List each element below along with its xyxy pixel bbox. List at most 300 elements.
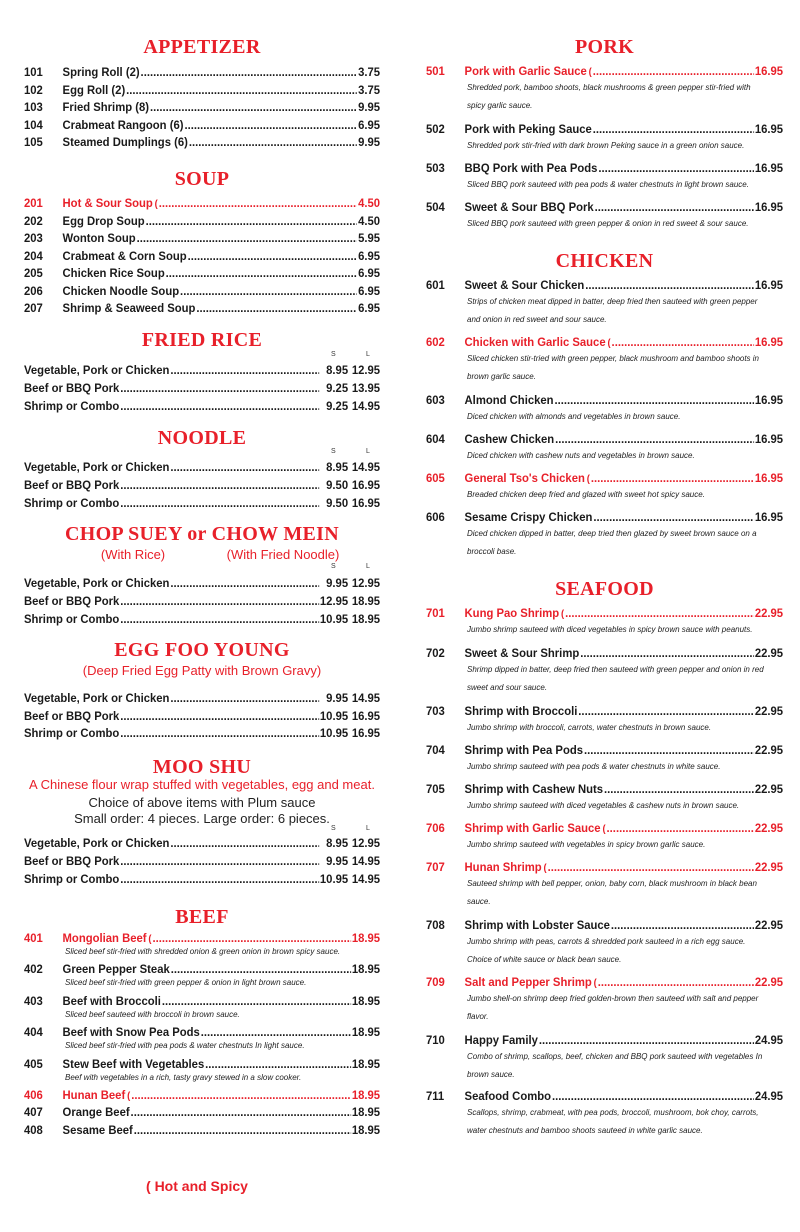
item-description: Diced chicken with almonds and vegetables in brown sauce. (467, 412, 681, 421)
item-number: 404 (24, 1025, 43, 1039)
small-price: 8.95 (326, 836, 349, 850)
menu-item[interactable] (24, 993, 380, 1010)
item-name: Beef or BBQ Pork (24, 478, 120, 492)
item-price: 5.95 (358, 231, 381, 245)
item-name: Egg Roll (2) (62, 82, 126, 97)
size-header (24, 351, 380, 361)
leader-dots (171, 961, 351, 978)
item-description: Beef with vegetables in a rich, tasty gravy stewed in a slow cooker. (65, 1073, 302, 1082)
item-price: 9.95 (358, 135, 381, 149)
item-price: 18.95 (351, 1025, 381, 1039)
item-price: 16.95 (754, 161, 784, 175)
item-number: 406 (24, 1088, 43, 1102)
large-price: 14.95 (351, 854, 381, 868)
menu-item[interactable] (24, 380, 380, 397)
moo-shu-order-note: Small order: 4 pieces. Large order: 6 pieces. (74, 811, 330, 826)
leader-dots (170, 575, 319, 592)
large-price: 14.95 (351, 872, 381, 886)
item-price: 16.95 (754, 64, 784, 78)
large-price: 13.95 (351, 381, 381, 395)
menu-item[interactable] (426, 917, 783, 934)
moo-shu-choice-note: Choice of above items with Plum sauce (88, 795, 316, 810)
pepper-icon: ( (543, 863, 547, 874)
item-name: Salt and Pepper Shrimp (464, 975, 592, 989)
large-price: 18.95 (351, 594, 381, 608)
leader-dots (607, 820, 754, 837)
item-name: Beef with Snow Pea Pods (62, 1025, 200, 1039)
item-number: 707 (426, 860, 445, 874)
item-price: 18.95 (351, 1057, 381, 1071)
menu-item[interactable] (24, 362, 380, 379)
item-price: 18.95 (351, 1123, 381, 1137)
item-number: 710 (426, 1033, 445, 1047)
leader-dots (554, 392, 753, 409)
item-name: Beef with Broccoli (62, 994, 161, 1008)
menu-item[interactable] (24, 1024, 380, 1041)
leader-dots (205, 1056, 351, 1073)
item-name: Mongolian Beef (62, 931, 147, 945)
large-price: 14.95 (351, 399, 381, 413)
menu-item[interactable] (24, 230, 380, 247)
menu-item[interactable] (426, 392, 783, 409)
item-price: 16.95 (754, 335, 784, 349)
menu-item[interactable] (24, 477, 380, 494)
item-description: Sliced BBQ pork sauteed with green pepper & onion in red sweet & sour sauce. (467, 219, 749, 228)
leader-dots (188, 248, 358, 265)
leader-dots (141, 64, 358, 81)
small-price: 9.50 (326, 496, 349, 510)
pepper-icon: ( (154, 199, 158, 210)
item-number: 504 (426, 200, 445, 214)
leader-dots (189, 134, 357, 151)
chicken-title: CHICKEN (555, 250, 654, 272)
item-name: Chicken Rice Soup (62, 266, 165, 280)
menu-item[interactable] (24, 611, 380, 628)
item-price: 9.95 (358, 100, 381, 114)
leader-dots (120, 593, 319, 610)
item-price: 22.95 (754, 646, 784, 660)
item-price: 16.95 (754, 393, 784, 407)
hot-and-spicy-legend: ( Hot and Spicy (146, 1178, 248, 1194)
item-price: 18.95 (351, 931, 381, 945)
item-name: Shrimp with Pea Pods (464, 743, 584, 757)
item-description: Strips of chicken meat dipped in batter, deep fried then sauteed with green pepper and onion in red sweet and sour sauce. (467, 297, 758, 324)
item-description: Jumbo shrimp sauteed with vegetables in spicy brown garlic sauce. (467, 840, 706, 849)
item-name: Sweet & Sour Shrimp (464, 646, 580, 660)
menu-item[interactable] (426, 645, 783, 662)
menu-item[interactable] (24, 853, 380, 870)
menu-item[interactable] (24, 99, 380, 116)
item-name: Hunan Shrimp (464, 860, 542, 874)
item-price: 22.95 (754, 743, 784, 757)
item-name: Almond Chicken (464, 393, 554, 407)
menu-item[interactable] (24, 459, 380, 476)
item-price: 24.95 (754, 1089, 784, 1103)
item-price: 6.95 (358, 301, 381, 315)
item-number: 601 (426, 278, 445, 292)
large-price: 14.95 (351, 460, 381, 474)
item-number: 708 (426, 918, 445, 932)
item-number: 201 (24, 196, 43, 210)
small-label: S (331, 448, 336, 455)
leader-dots (120, 398, 319, 415)
egg-foo-young-note: (Deep Fried Egg Patty with Brown Gravy) (82, 663, 322, 678)
soup-title: SOUP (174, 168, 230, 190)
menu-item[interactable] (24, 1104, 380, 1121)
menu-item[interactable] (24, 725, 380, 742)
item-name: Sweet & Sour Chicken (464, 278, 585, 292)
leader-dots (170, 459, 319, 476)
item-name: Shrimp or Combo (24, 496, 120, 510)
menu-item[interactable] (426, 160, 783, 177)
large-label: L (366, 825, 370, 832)
item-description: Breaded chicken deep fried and glazed with sweet hot spicy sauce. (467, 490, 705, 499)
small-price: 8.95 (326, 460, 349, 474)
large-price: 14.95 (351, 691, 381, 705)
item-name: Beef or BBQ Pork (24, 594, 120, 608)
leader-dots (166, 265, 357, 282)
item-number: 104 (24, 117, 43, 132)
leader-dots (134, 1122, 351, 1139)
item-number: 105 (24, 135, 43, 149)
item-price: 22.95 (754, 606, 784, 620)
pepper-icon: ( (561, 609, 565, 620)
item-description: Jumbo shrimp with peas, carrots & shredded pork sauteed in a rich egg sauce. Choice of white sauce or black bean sauce. (467, 937, 746, 964)
leader-dots (159, 195, 357, 212)
item-name: Seafood Combo (464, 1089, 552, 1103)
menu-item[interactable] (426, 509, 783, 526)
item-number: 605 (426, 471, 445, 485)
pepper-icon: ( (593, 978, 597, 989)
leader-dots (548, 859, 754, 876)
item-number: 703 (426, 704, 445, 718)
item-name: Vegetable, Pork or Chicken (24, 460, 170, 474)
item-price: 18.95 (351, 962, 381, 976)
item-number: 701 (426, 606, 445, 620)
small-price: 9.95 (326, 576, 349, 590)
item-number: 202 (24, 213, 43, 228)
leader-dots (593, 509, 753, 526)
menu-item[interactable] (24, 835, 380, 852)
item-name: Green Pepper Steak (62, 962, 170, 976)
item-price: 6.95 (358, 248, 381, 263)
menu-item[interactable] (24, 708, 380, 725)
large-price: 16.95 (351, 708, 381, 723)
item-number: 709 (426, 975, 445, 989)
item-number: 207 (24, 301, 43, 315)
menu-item[interactable] (24, 871, 380, 888)
item-description: Sliced BBQ pork sauteed with pea pods & water chestnuts in light brown sauce. (467, 180, 749, 189)
item-name: Hunan Beef (62, 1088, 126, 1102)
item-description: Shrimp dipped in batter, deep fried then sauteed with green pepper and onion in red sweet and sour sauce. (467, 665, 764, 692)
item-number: 502 (426, 122, 445, 136)
item-number: 407 (24, 1105, 43, 1119)
leader-dots (120, 725, 319, 742)
item-number: 603 (426, 393, 445, 407)
menu-item[interactable] (426, 781, 783, 798)
pepper-icon: ( (586, 474, 590, 485)
item-description: Jumbo shell-on shrimp deep fried golden-brown then sauteed with salt and pepper flavor. (467, 994, 759, 1021)
small-price: 10.95 (319, 708, 349, 723)
leader-dots (170, 362, 319, 379)
item-description: Scallops, shrimp, crabmeat, with pea pods, broccoli, mushroom, bok choy, carrots, water chestnuts and bamboo shoots sauteed in white garlic sauce. (467, 1108, 759, 1135)
leader-dots (565, 605, 754, 622)
noodle-title: NOODLE (157, 427, 247, 449)
item-name: Kung Pao Shrimp (464, 606, 560, 620)
menu-item[interactable] (24, 1122, 380, 1139)
item-number: 402 (24, 962, 43, 976)
moo-shu-description: A Chinese flour wrap stuffed with vegetables, egg and meat. (29, 777, 375, 792)
item-price: 3.75 (358, 65, 381, 79)
leader-dots (591, 470, 754, 487)
item-name: Beef or BBQ Pork (24, 708, 120, 723)
egg-foo-young-title: EGG FOO YOUNG (114, 639, 290, 661)
item-price: 16.95 (754, 200, 784, 214)
menu-item[interactable] (24, 265, 380, 282)
leader-dots (120, 853, 319, 870)
item-price: 16.95 (754, 432, 784, 446)
leader-dots (552, 1088, 754, 1105)
seafood-title: SEAFOOD (555, 578, 654, 600)
item-name: Shrimp with Garlic Sauce (464, 821, 601, 835)
leader-dots (598, 974, 754, 991)
item-name: Vegetable, Pork or Chicken (24, 691, 170, 705)
item-price: 6.95 (358, 266, 381, 280)
item-number: 503 (426, 161, 445, 175)
leader-dots (146, 213, 358, 230)
menu-item[interactable] (426, 1032, 783, 1049)
large-label: L (366, 448, 370, 455)
item-name: Pork with Peking Sauce (464, 122, 592, 136)
size-header (24, 563, 380, 573)
item-price: 18.95 (351, 1105, 381, 1119)
item-price: 16.95 (754, 510, 784, 524)
small-label: S (331, 351, 336, 358)
item-name: Chicken with Garlic Sauce (464, 335, 606, 349)
item-description: Sliced beef stir-fried with shredded onion & green onion in brown spicy sauce. (65, 947, 341, 956)
menu-item[interactable] (24, 283, 380, 300)
menu-item[interactable] (426, 277, 783, 294)
large-price: 12.95 (351, 363, 381, 377)
leader-dots (120, 708, 319, 725)
small-price: 10.95 (319, 726, 349, 740)
menu-item[interactable] (24, 690, 380, 707)
item-number: 204 (24, 248, 43, 263)
item-number: 606 (426, 510, 445, 524)
small-price: 10.95 (319, 612, 349, 626)
menu-item[interactable] (426, 121, 783, 138)
item-number: 103 (24, 100, 43, 114)
item-description: Jumbo shrimp sauteed with pea pods & water chestnuts in white sauce. (467, 762, 721, 771)
item-price: 6.95 (358, 283, 381, 298)
leader-dots (120, 477, 319, 494)
item-number: 602 (426, 335, 445, 349)
leader-dots (120, 495, 319, 512)
pepper-icon: ( (148, 934, 152, 945)
item-price: 3.75 (358, 82, 381, 97)
item-number: 704 (426, 743, 445, 757)
pepper-icon: ( (588, 67, 592, 78)
item-number: 604 (426, 432, 445, 446)
item-number: 102 (24, 82, 43, 97)
item-description: Jumbo shrimp sauteed with diced vegetables & cashew nuts in brown sauce. (467, 801, 740, 810)
pepper-icon: ( (127, 1091, 131, 1102)
menu-item[interactable] (24, 1056, 380, 1073)
appetizer-title: APPETIZER (143, 36, 261, 58)
leader-dots (539, 1032, 754, 1049)
item-price: 18.95 (351, 1088, 381, 1102)
item-name: Crabmeat Rangoon (6) (62, 117, 184, 132)
leader-dots (201, 1024, 351, 1041)
leader-dots (593, 63, 754, 80)
chop-suey-title: CHOP SUEY or CHOW MEIN (64, 523, 340, 545)
leader-dots (131, 1104, 351, 1121)
item-name: Shrimp or Combo (24, 399, 120, 413)
large-price: 16.95 (351, 478, 381, 492)
leader-dots (604, 781, 754, 798)
item-description: Jumbo shrimp with broccoli, carrots, water chestnuts in brown sauce. (467, 723, 712, 732)
item-number: 206 (24, 283, 43, 298)
item-description: Diced chicken dipped in batter, deep tried then glazed by sweet brown sauce on a broccoli base. (467, 529, 757, 556)
item-description: Shredded pork stir-fried with dark brown Peking sauce in a green onion sauce. (467, 141, 745, 150)
leader-dots (196, 300, 357, 317)
item-price: 16.95 (754, 471, 784, 485)
leader-dots (131, 1087, 351, 1104)
menu-item[interactable] (24, 195, 380, 213)
item-name: Crabmeat & Corn Soup (62, 248, 187, 263)
pepper-icon: ( (602, 824, 606, 835)
item-name: Sesame Crispy Chicken (464, 510, 593, 524)
item-price: 22.95 (754, 918, 784, 932)
pork-title: PORK (575, 36, 634, 58)
leader-dots (137, 230, 358, 247)
menu-item[interactable] (24, 575, 380, 592)
item-name: Shrimp with Broccoli (464, 704, 578, 718)
item-name: Shrimp & Seaweed Soup (62, 301, 196, 315)
item-price: 22.95 (754, 975, 784, 989)
large-label: L (366, 563, 370, 570)
item-name: Egg Drop Soup (62, 213, 145, 228)
small-price: 9.25 (326, 381, 349, 395)
leader-dots (611, 917, 754, 934)
item-number: 501 (426, 64, 445, 78)
item-name: General Tso's Chicken (464, 471, 585, 485)
leader-dots (120, 380, 319, 397)
item-name: Vegetable, Pork or Chicken (24, 836, 170, 850)
item-number: 706 (426, 821, 445, 835)
leader-dots (126, 82, 357, 99)
item-name: Orange Beef (62, 1105, 130, 1119)
small-price: 8.95 (326, 363, 349, 377)
item-description: Combo of shrimp, scallops, beef, chicken and BBQ pork sauteed with vegetables In brown sauce. (467, 1052, 763, 1079)
leader-dots (580, 645, 754, 662)
item-description: Sliced beef stir-fried with green pepper & onion in light brown sauce. (65, 978, 307, 987)
menu-item[interactable] (24, 398, 380, 415)
menu-item[interactable] (426, 742, 783, 759)
small-price: 10.95 (319, 872, 349, 886)
item-description: Sliced beef sauteed with broccoli in brown sauce. (65, 1010, 240, 1019)
menu-item[interactable] (24, 117, 380, 134)
menu-item[interactable] (24, 1087, 380, 1105)
menu-item[interactable] (24, 64, 380, 81)
item-name: Steamed Dumplings (6) (62, 135, 188, 149)
chop-suey-rice-note: (With Rice) (100, 547, 166, 562)
item-name: Shrimp or Combo (24, 872, 120, 886)
small-price: 9.95 (326, 691, 349, 705)
menu-item[interactable] (24, 248, 380, 265)
leader-dots (120, 871, 319, 888)
item-description: Sliced beef stir-fried with pea pods & water chestnuts In light sauce. (65, 1041, 305, 1050)
item-price: 16.95 (754, 122, 784, 136)
item-name: Spring Roll (2) (62, 65, 140, 79)
leader-dots (612, 334, 754, 351)
item-name: Shrimp with Cashew Nuts (464, 782, 604, 796)
menu-item[interactable] (24, 82, 380, 99)
menu-item[interactable] (426, 199, 783, 216)
item-description: Jumbo shrimp sauteed with diced vegetables in spicy brown sauce with peanuts. (467, 625, 753, 634)
size-header (24, 825, 380, 835)
small-price: 9.25 (326, 399, 349, 413)
small-label: S (331, 563, 336, 570)
item-name: Beef or BBQ Pork (24, 381, 120, 395)
menu-item[interactable] (24, 134, 380, 151)
item-price: 4.50 (358, 196, 381, 210)
chop-suey-noodle-note: (With Fried Noodle) (226, 547, 340, 562)
leader-dots (162, 993, 351, 1010)
leader-dots (584, 742, 754, 759)
leader-dots (150, 99, 357, 116)
item-name: Fried Shrimp (8) (62, 100, 150, 114)
menu-item[interactable] (24, 495, 380, 512)
menu-item[interactable] (426, 1088, 783, 1105)
item-name: BBQ Pork with Pea Pods (464, 161, 598, 175)
item-price: 16.95 (754, 278, 784, 292)
item-name: Shrimp or Combo (24, 612, 120, 626)
item-number: 401 (24, 931, 43, 945)
menu-item[interactable] (426, 431, 783, 448)
pepper-icon: ( (607, 338, 611, 349)
item-number: 711 (426, 1089, 445, 1103)
item-number: 205 (24, 266, 43, 280)
leader-dots (170, 690, 319, 707)
item-number: 101 (24, 65, 43, 79)
menu-item[interactable] (24, 300, 380, 317)
item-name: Happy Family (464, 1033, 538, 1047)
item-name: Shrimp or Combo (24, 726, 120, 740)
leader-dots (598, 160, 754, 177)
small-price: 12.95 (319, 594, 349, 608)
large-label: L (366, 351, 370, 358)
menu-item[interactable] (24, 593, 380, 610)
item-name: Chicken Noodle Soup (62, 283, 180, 298)
menu-item[interactable] (24, 961, 380, 978)
item-price: 4.50 (358, 213, 381, 228)
leader-dots (152, 930, 350, 947)
item-number: 405 (24, 1057, 43, 1071)
item-description: Shredded pork, bamboo shoots, black mushrooms & green pepper stir-fried with spicy garlic sauce. (467, 83, 751, 110)
beef-title: BEEF (175, 906, 229, 928)
item-name: Shrimp with Lobster Sauce (464, 918, 610, 932)
item-number: 403 (24, 994, 43, 1008)
leader-dots (170, 835, 319, 852)
small-price: 9.95 (326, 854, 349, 868)
menu-item[interactable] (24, 213, 380, 230)
item-name: Sesame Beef (62, 1123, 133, 1137)
leader-dots (184, 117, 357, 134)
leader-dots (595, 199, 754, 216)
item-name: Vegetable, Pork or Chicken (24, 576, 170, 590)
menu-item[interactable] (426, 703, 783, 720)
